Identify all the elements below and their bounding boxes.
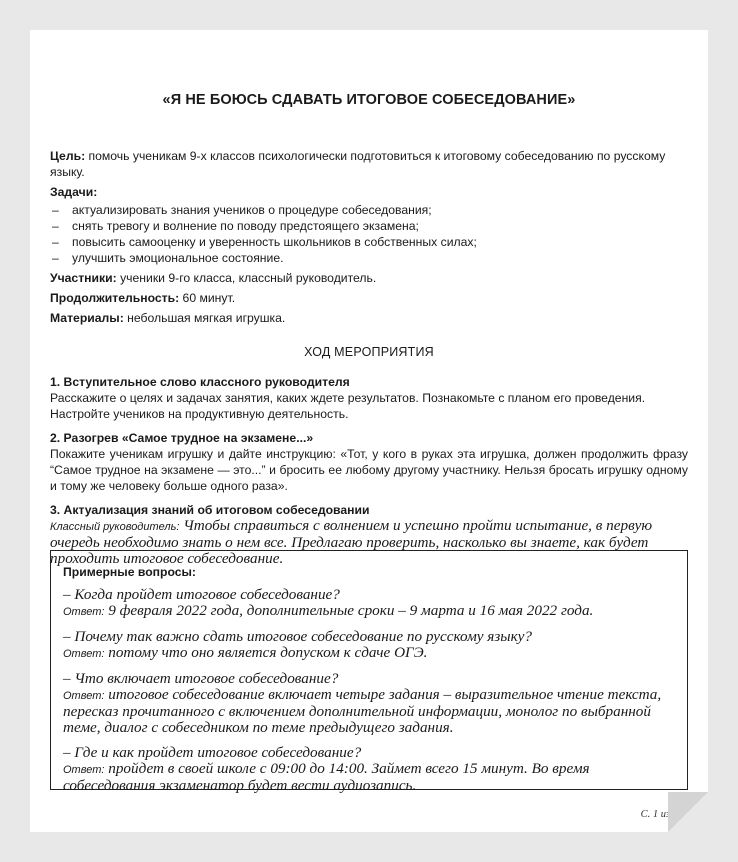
qa-item (63, 587, 675, 620)
list-item: – актуализировать знания учеников о процедуре собеседования; (52, 203, 432, 217)
course-heading: ХОД МЕРОПРИЯТИЯ (304, 345, 434, 359)
answer: Ответ: 9 февраля 2022 года, дополнительные сроки – 9 марта и 16 мая 2022 года. (63, 602, 594, 619)
qa-item (63, 745, 675, 794)
answer: Ответ: потому что оно является допуском к сдаче ОГЭ. (63, 644, 428, 661)
tasks-label: Задачи: (50, 185, 98, 199)
participants-line: Участники: ученики 9-го класса, классный руководитель. (50, 271, 377, 285)
answer: Ответ: пройдет в своей школе с 09:00 до 14:00. Займет всего 15 минут. Во время собеседования экзаменатор будет вести аудиозапись. (63, 760, 590, 794)
duration-line: Продолжительность: 60 минут. (50, 291, 236, 305)
list-item: – снять тревогу и волнение по поводу предстоящего экзамена; (52, 219, 419, 233)
section-text: Расскажите о целях и задачах занятия, каких ждете результатов. Познакомьте с планом его проведения. Настройте учеников на продуктивную деятельность. (50, 391, 646, 421)
answer: Ответ: итоговое собеседование включает четыре задания – выразительное чтение текста, пересказ прочитанного с включением дополнительной информации, монолог по выбранной теме, диалог с собеседником по теме предыдущего задания. (63, 686, 662, 736)
qa-item (63, 671, 675, 736)
sample-questions-box (50, 550, 688, 794)
page-fold-corner (668, 792, 708, 832)
section-title: 1. Вступительное слово классного руководителя (50, 375, 350, 389)
section-2 (50, 430, 688, 494)
qa-item (63, 629, 675, 662)
document-page (30, 30, 708, 832)
question: – Когда пройдет итоговое собеседование? (63, 586, 340, 603)
materials-line: Материалы: небольшая мягкая игрушка. (50, 311, 286, 325)
section-text: Покажите ученикам игрушку и дайте инструкцию: «Тот, у кого в руках эта игрушка, должен продолжить фразу “Самое трудное на экзамене — это...” и бросить ее любому другому участнику. Нельзя бросать игрушку одному и тому же человеку больше одного раза». (50, 447, 688, 493)
page-number: С. 1 из 3 (640, 809, 678, 820)
question: – Почему так важно сдать итоговое собеседование по русскому языку? (63, 628, 533, 645)
section-title: 3. Актуализация знаний об итоговом собеседовании (50, 503, 370, 517)
document-title: «Я НЕ БОЮСЬ СДАВАТЬ ИТОГОВОЕ СОБЕСЕДОВАНИЕ» (162, 92, 576, 108)
tasks-list (50, 202, 688, 266)
list-item: – улучшить эмоциональное состояние. (52, 251, 284, 265)
document-body (50, 148, 688, 575)
speaker-label: Классный руководитель: (50, 521, 180, 533)
section-1 (50, 374, 688, 422)
section-title: 2. Разогрев «Самое трудное на экзамене...» (50, 431, 314, 445)
list-item: – повысить самооценку и уверенность школьников в собственных силах; (52, 235, 477, 249)
section-text: Классный руководитель: Чтобы справиться с волнением и успешно пройти испытание, в первую очередь необходимо знать о нем все. Предлагаю проверить, насколько вы знаете, как будет проходить итоговое собеседование. (50, 517, 653, 567)
goal-label: Цель: (50, 149, 86, 163)
box-title: Примерные вопросы: (63, 565, 196, 579)
goal-line (50, 148, 688, 180)
question: – Где и как пройдет итоговое собеседование? (63, 744, 362, 761)
question: – Что включает итоговое собеседование? (63, 670, 339, 687)
goal-text: помочь ученикам 9-х классов психологически подготовиться к итоговому собеседованию по русскому языку. (50, 149, 666, 179)
